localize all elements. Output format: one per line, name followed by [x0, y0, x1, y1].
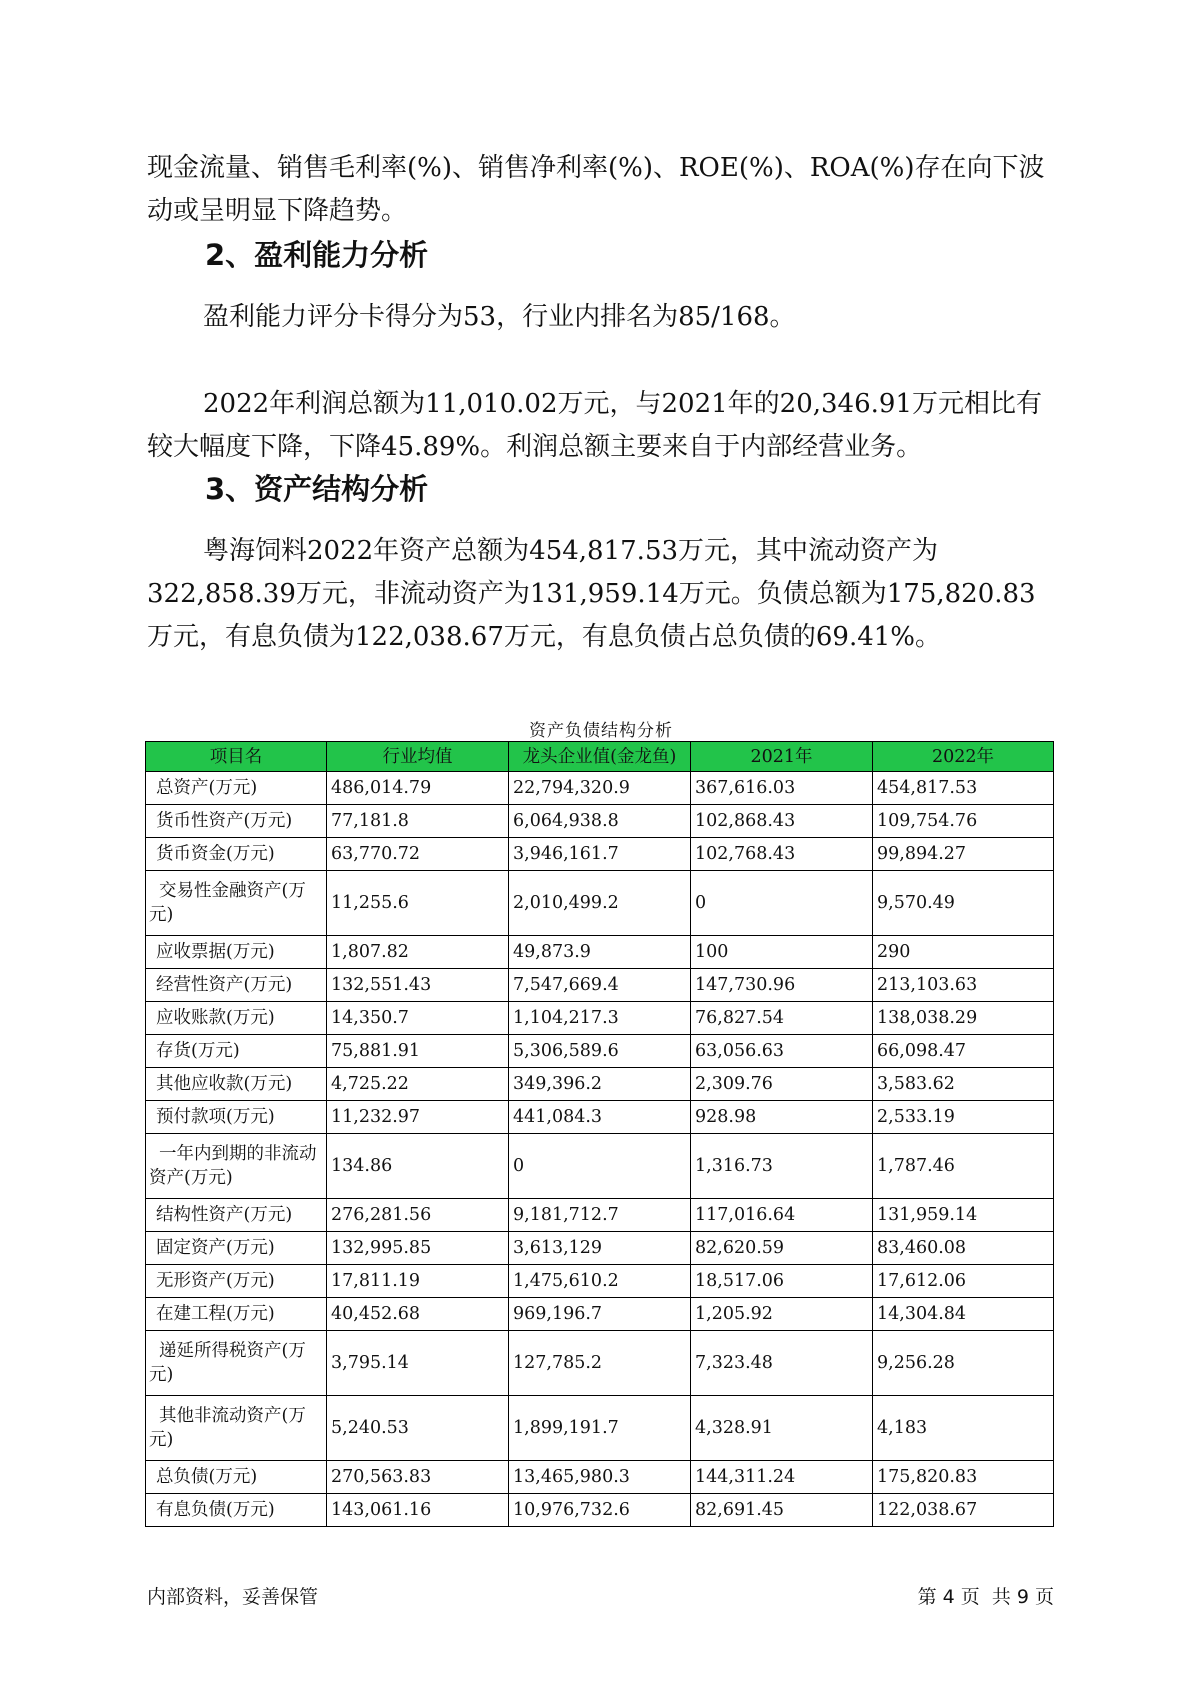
table-row	[146, 969, 1054, 1002]
header-leader-value: 龙头企业值(金龙鱼)	[509, 742, 691, 772]
year-2022-cell: 138,038.29	[873, 1002, 1054, 1035]
row-label: 结构性资产(万元)	[146, 1199, 327, 1232]
leader-value-cell: 6,064,938.8	[509, 805, 691, 838]
industry-average-cell: 40,452.68	[327, 1298, 509, 1331]
year-2021-cell: 76,827.54	[691, 1002, 873, 1035]
row-label: 固定资产(万元)	[146, 1232, 327, 1265]
row-label: 其他非流动资产(万元)	[146, 1396, 327, 1461]
table-row	[146, 1331, 1054, 1396]
year-2021-cell: 18,517.06	[691, 1265, 873, 1298]
row-label: 存货(万元)	[146, 1035, 327, 1068]
row-label: 货币性资产(万元)	[146, 805, 327, 838]
industry-average-cell: 11,232.97	[327, 1101, 509, 1134]
table-row	[146, 936, 1054, 969]
row-label: 递延所得税资产(万元)	[146, 1331, 327, 1396]
table-row	[146, 1232, 1054, 1265]
table-row	[146, 871, 1054, 936]
table-row	[146, 1199, 1054, 1232]
row-label: 一年内到期的非流动资产(万元)	[146, 1134, 327, 1199]
industry-average-cell: 3,795.14	[327, 1331, 509, 1396]
year-2021-cell: 0	[691, 871, 873, 936]
year-2022-cell: 131,959.14	[873, 1199, 1054, 1232]
table-body	[146, 772, 1054, 1527]
year-2022-cell: 454,817.53	[873, 772, 1054, 805]
industry-average-cell: 63,770.72	[327, 838, 509, 871]
leader-value-cell: 441,084.3	[509, 1101, 691, 1134]
industry-average-cell: 4,725.22	[327, 1068, 509, 1101]
paragraph-score: 盈利能力评分卡得分为53，行业内排名为85/168。	[203, 302, 796, 332]
year-2021-cell: 1,205.92	[691, 1298, 873, 1331]
leader-value-cell: 1,475,610.2	[509, 1265, 691, 1298]
footer-confidential: 内部资料，妥善保管	[147, 1586, 319, 1608]
table-row	[146, 1298, 1054, 1331]
year-2022-cell: 290	[873, 936, 1054, 969]
row-label: 预付款项(万元)	[146, 1101, 327, 1134]
year-2021-cell: 147,730.96	[691, 969, 873, 1002]
leader-value-cell: 1,899,191.7	[509, 1396, 691, 1461]
leader-value-cell: 5,306,589.6	[509, 1035, 691, 1068]
table-row	[146, 805, 1054, 838]
industry-average-cell: 132,551.43	[327, 969, 509, 1002]
year-2021-cell: 4,328.91	[691, 1396, 873, 1461]
year-2022-cell: 213,103.63	[873, 969, 1054, 1002]
paragraph-assets: 粤海饲料2022年资产总额为454,817.53万元，其中流动资产为322,858.39万元，非流动资产为131,959.14万元。负债总额为175,820.83万元，有息负债为122,038.67万元，有息负债占总负债的69.41%。	[147, 536, 1036, 652]
industry-average-cell: 11,255.6	[327, 871, 509, 936]
industry-average-cell: 486,014.79	[327, 772, 509, 805]
year-2022-cell: 99,894.27	[873, 838, 1054, 871]
row-label: 货币资金(万元)	[146, 838, 327, 871]
header-item-name: 项目名	[146, 742, 327, 772]
year-2022-cell: 1,787.46	[873, 1134, 1054, 1199]
footer-page-number: 第 4 页 共 9 页	[917, 1586, 1054, 1608]
industry-average-cell: 132,995.85	[327, 1232, 509, 1265]
year-2022-cell: 122,038.67	[873, 1494, 1054, 1527]
section-heading-asset-structure: 3、资产结构分析	[205, 472, 429, 506]
table-row	[146, 1396, 1054, 1461]
year-2022-cell: 2,533.19	[873, 1101, 1054, 1134]
year-2021-cell: 2,309.76	[691, 1068, 873, 1101]
leader-value-cell: 9,181,712.7	[509, 1199, 691, 1232]
paragraph-continuation: 现金流量、销售毛利率(%)、销售净利率(%)、ROE(%)、ROA(%)存在向下波动或呈明显下降趋势。	[147, 153, 1045, 226]
row-label: 总负债(万元)	[146, 1461, 327, 1494]
table-row	[146, 1068, 1054, 1101]
year-2022-cell: 4,183	[873, 1396, 1054, 1461]
year-2022-cell: 14,304.84	[873, 1298, 1054, 1331]
leader-value-cell: 10,976,732.6	[509, 1494, 691, 1527]
table-row	[146, 1494, 1054, 1527]
industry-average-cell: 276,281.56	[327, 1199, 509, 1232]
industry-average-cell: 134.86	[327, 1134, 509, 1199]
table-row	[146, 772, 1054, 805]
year-2021-cell: 82,620.59	[691, 1232, 873, 1265]
leader-value-cell: 7,547,669.4	[509, 969, 691, 1002]
row-label: 在建工程(万元)	[146, 1298, 327, 1331]
year-2022-cell: 175,820.83	[873, 1461, 1054, 1494]
row-label: 总资产(万元)	[146, 772, 327, 805]
table-row	[146, 838, 1054, 871]
row-label: 应收票据(万元)	[146, 936, 327, 969]
industry-average-cell: 75,881.91	[327, 1035, 509, 1068]
year-2022-cell: 9,570.49	[873, 871, 1054, 936]
industry-average-cell: 143,061.16	[327, 1494, 509, 1527]
year-2022-cell: 83,460.08	[873, 1232, 1054, 1265]
leader-value-cell: 49,873.9	[509, 936, 691, 969]
leader-value-cell: 1,104,217.3	[509, 1002, 691, 1035]
year-2021-cell: 82,691.45	[691, 1494, 873, 1527]
table-row	[146, 1002, 1054, 1035]
year-2021-cell: 117,016.64	[691, 1199, 873, 1232]
row-label: 经营性资产(万元)	[146, 969, 327, 1002]
row-label: 交易性金融资产(万元)	[146, 871, 327, 936]
paragraph-profit: 2022年利润总额为11,010.02万元，与2021年的20,346.91万元相比有较大幅度下降，下降45.89%。利润总额主要来自于内部经营业务。	[147, 389, 1042, 462]
industry-average-cell: 14,350.7	[327, 1002, 509, 1035]
industry-average-cell: 77,181.8	[327, 805, 509, 838]
table-header-row	[146, 742, 1054, 772]
year-2021-cell: 7,323.48	[691, 1331, 873, 1396]
table-row	[146, 1134, 1054, 1199]
header-year-2022: 2022年	[873, 742, 1054, 772]
table-row	[146, 1461, 1054, 1494]
table-row	[146, 1035, 1054, 1068]
year-2021-cell: 928.98	[691, 1101, 873, 1134]
row-label: 无形资产(万元)	[146, 1265, 327, 1298]
leader-value-cell: 2,010,499.2	[509, 871, 691, 936]
year-2022-cell: 66,098.47	[873, 1035, 1054, 1068]
leader-value-cell: 13,465,980.3	[509, 1461, 691, 1494]
table-row	[146, 1265, 1054, 1298]
leader-value-cell: 127,785.2	[509, 1331, 691, 1396]
leader-value-cell: 349,396.2	[509, 1068, 691, 1101]
industry-average-cell: 1,807.82	[327, 936, 509, 969]
row-label: 有息负债(万元)	[146, 1494, 327, 1527]
leader-value-cell: 3,613,129	[509, 1232, 691, 1265]
table-caption: 资产负债结构分析	[529, 721, 673, 741]
year-2022-cell: 3,583.62	[873, 1068, 1054, 1101]
industry-average-cell: 5,240.53	[327, 1396, 509, 1461]
section-heading-profitability: 2、盈利能力分析	[205, 238, 429, 272]
table-row	[146, 1101, 1054, 1134]
header-industry-average: 行业均值	[327, 742, 509, 772]
year-2022-cell: 9,256.28	[873, 1331, 1054, 1396]
year-2021-cell: 100	[691, 936, 873, 969]
row-label: 应收账款(万元)	[146, 1002, 327, 1035]
header-year-2021: 2021年	[691, 742, 873, 772]
year-2022-cell: 109,754.76	[873, 805, 1054, 838]
leader-value-cell: 0	[509, 1134, 691, 1199]
year-2021-cell: 367,616.03	[691, 772, 873, 805]
year-2021-cell: 144,311.24	[691, 1461, 873, 1494]
industry-average-cell: 17,811.19	[327, 1265, 509, 1298]
year-2021-cell: 102,768.43	[691, 838, 873, 871]
leader-value-cell: 22,794,320.9	[509, 772, 691, 805]
industry-average-cell: 270,563.83	[327, 1461, 509, 1494]
year-2022-cell: 17,612.06	[873, 1265, 1054, 1298]
leader-value-cell: 3,946,161.7	[509, 838, 691, 871]
year-2021-cell: 63,056.63	[691, 1035, 873, 1068]
year-2021-cell: 102,868.43	[691, 805, 873, 838]
leader-value-cell: 969,196.7	[509, 1298, 691, 1331]
row-label: 其他应收款(万元)	[146, 1068, 327, 1101]
year-2021-cell: 1,316.73	[691, 1134, 873, 1199]
balance-structure-table	[145, 741, 1054, 1527]
